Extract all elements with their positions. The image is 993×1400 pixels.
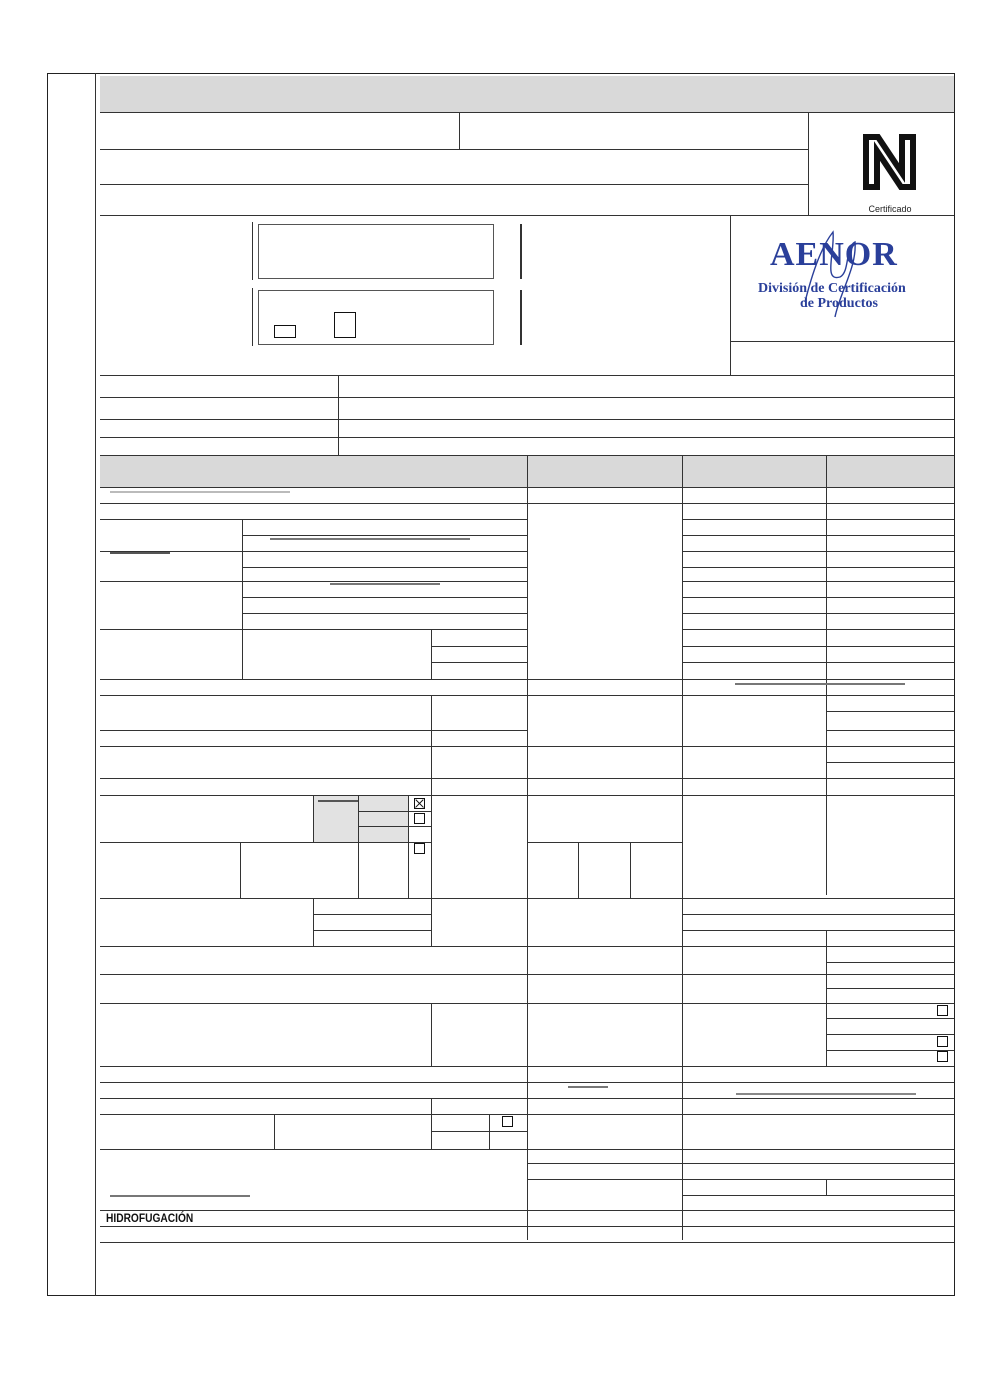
n-mark-icon bbox=[862, 133, 917, 191]
stamp-line2: de Productos bbox=[800, 296, 878, 311]
logo-caption: Certificado bbox=[868, 204, 912, 214]
faces-band bbox=[313, 796, 409, 842]
stamp-brand: AENOR bbox=[770, 236, 898, 273]
certification-logo bbox=[862, 133, 917, 191]
option-checkbox-2[interactable] bbox=[937, 1036, 948, 1047]
lower-checkbox[interactable] bbox=[502, 1116, 513, 1127]
face-checkbox-2[interactable] bbox=[414, 813, 425, 824]
hydrofugation-label: HIDROFUGACIÓN bbox=[106, 1211, 194, 1225]
stamp-line1: División de Certificación bbox=[758, 281, 906, 296]
signature-icon bbox=[795, 222, 875, 322]
left-margin-rule bbox=[95, 73, 96, 1296]
profile-drawing-top bbox=[258, 224, 494, 279]
face-checkbox-3[interactable] bbox=[414, 843, 425, 854]
option-checkbox-3[interactable] bbox=[937, 1051, 948, 1062]
header-band bbox=[100, 76, 954, 112]
option-checkbox-1[interactable] bbox=[937, 1005, 948, 1016]
face-checkbox-1[interactable] bbox=[414, 798, 425, 809]
hole-rect-small bbox=[274, 325, 296, 338]
hole-rect-tall bbox=[334, 312, 356, 338]
